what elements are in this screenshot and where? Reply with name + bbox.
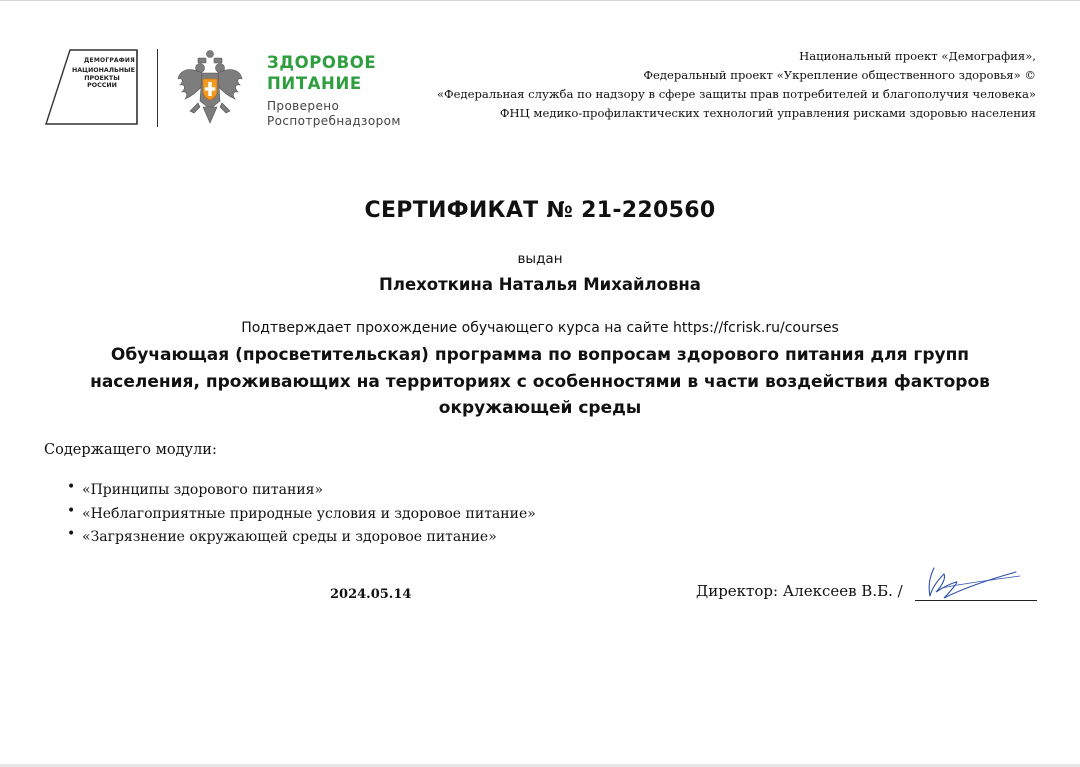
national-projects-text bbox=[72, 67, 135, 90]
program-title-line: населения, проживающих на территориях с особенностями в части воздействия факторов bbox=[90, 371, 990, 392]
header-organizations bbox=[437, 47, 1036, 123]
national-projects-line: РОССИИ bbox=[87, 82, 117, 90]
modules-label: Содержащего модули: bbox=[44, 442, 217, 458]
recipient-name: Плехоткина Наталья Михайловна bbox=[379, 275, 701, 294]
header-line: Национальный проект «Демография», bbox=[799, 49, 1036, 63]
signature-icon bbox=[920, 562, 1030, 608]
program-title-line: Обучающая (просветительская) программа по вопросам здорового питания для групп bbox=[110, 345, 970, 365]
module-item-text: «Загрязнение окружающей среды и здоровое питание» bbox=[82, 529, 497, 545]
certificate-title: СЕРТИФИКАТ № 21-220560 bbox=[364, 198, 716, 223]
healthy-food-title-line: ЗДОРОВОЕ bbox=[267, 53, 377, 72]
header-line: «Федеральная служба по надзору в сфере защиты прав потребителей и благополучия человека» bbox=[436, 87, 1036, 101]
director-label: Директор: Алексеев В.Б. / bbox=[696, 582, 903, 600]
bullet-icon: • bbox=[67, 502, 76, 519]
healthy-food-subtitle bbox=[267, 99, 401, 128]
issued-label: выдан bbox=[517, 251, 563, 267]
top-border bbox=[0, 0, 1080, 1]
logo-divider bbox=[157, 49, 158, 127]
national-projects-line: НАЦИОНАЛЬНЫЕ bbox=[72, 67, 135, 74]
header-line: Федеральный проект «Укрепление общественного здоровья» © bbox=[643, 68, 1036, 82]
healthy-food-subtitle-line: Роспотребнадзором bbox=[267, 113, 401, 128]
demography-label: ДЕМОГРАФИЯ bbox=[84, 57, 135, 64]
module-item-text: «Принципы здорового питания» bbox=[82, 482, 324, 498]
healthy-food-title bbox=[267, 52, 376, 94]
modules-list bbox=[67, 479, 536, 550]
bullet-icon: • bbox=[67, 526, 76, 542]
module-item bbox=[67, 526, 536, 550]
national-projects-line: ПРОЕКТЫ bbox=[84, 74, 120, 82]
healthy-food-title-line: ПИТАНИЕ bbox=[267, 74, 362, 93]
eagle-emblem-icon bbox=[176, 49, 244, 127]
header-line: ФНЦ медико-профилактических технологий управления рисками здоровью населения bbox=[499, 106, 1036, 120]
national-projects-logo bbox=[44, 48, 140, 128]
program-title-line: окружающей среды bbox=[438, 398, 642, 418]
healthy-food-subtitle-line: Проверено bbox=[267, 99, 340, 113]
course-confirmation: Подтверждает прохождение обучающего курса на сайте https://fcrisk.ru/courses bbox=[241, 320, 839, 336]
module-item-text: «Неблагоприятные природные условия и здоровое питание» bbox=[82, 505, 536, 522]
program-title bbox=[40, 342, 1040, 422]
issue-date: 2024.05.14 bbox=[330, 587, 412, 602]
bullet-icon: • bbox=[67, 479, 76, 495]
module-item bbox=[67, 502, 536, 527]
module-item bbox=[67, 479, 536, 503]
